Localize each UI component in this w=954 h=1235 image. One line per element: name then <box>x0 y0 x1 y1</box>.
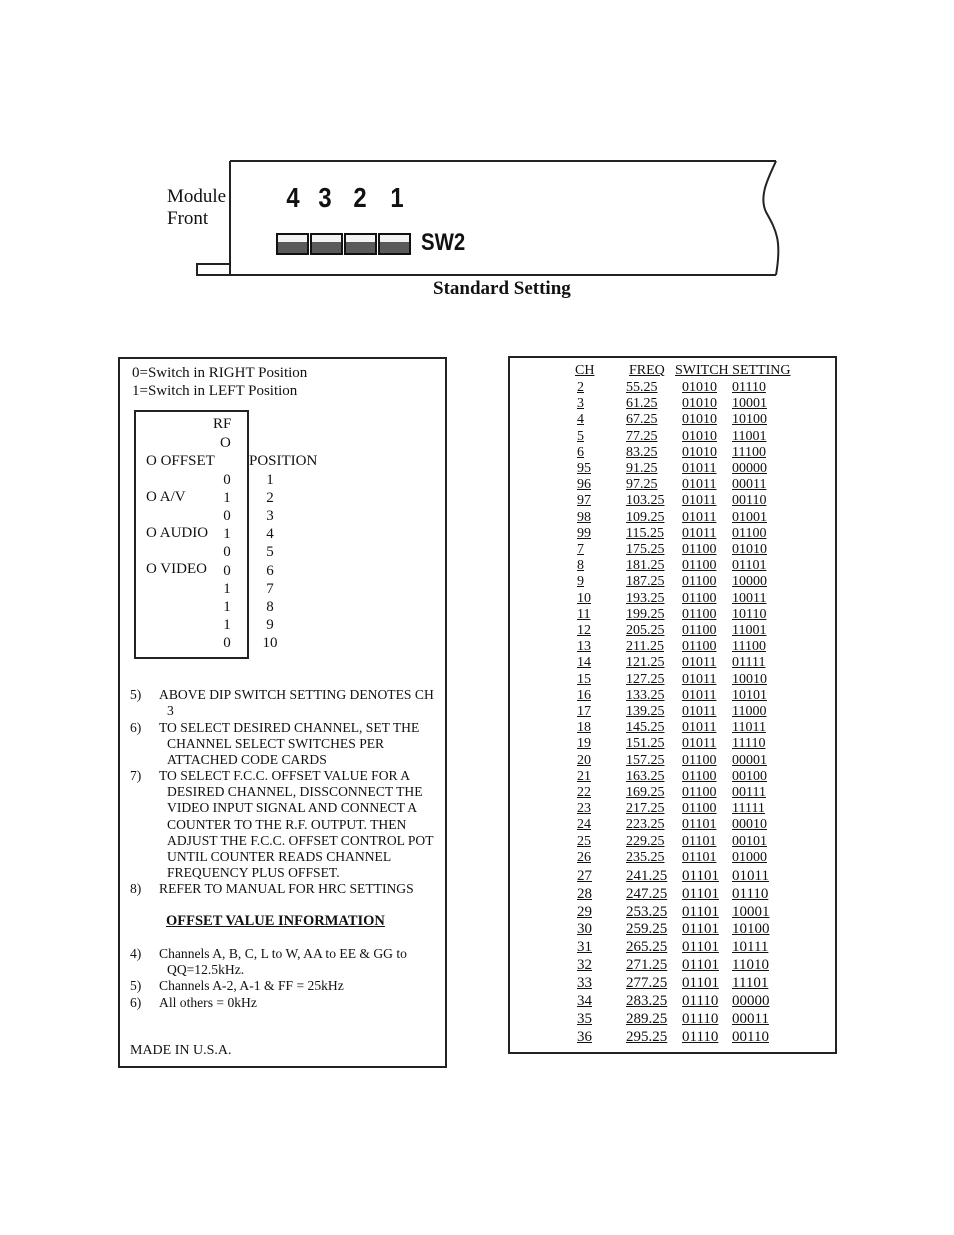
switch-high-cell: 01011 <box>682 477 717 493</box>
switch-map-bit: 1 <box>223 598 231 615</box>
switch-low-cell: 01001 <box>732 509 767 525</box>
frequency-cell: 295.25 <box>626 1028 668 1045</box>
frequency-cell: 91.25 <box>626 461 658 476</box>
channel-cell: 12 <box>577 623 591 638</box>
offset-note-item-number: 4) <box>130 946 142 961</box>
switch-low-cell: 10010 <box>732 671 767 687</box>
channel-cell: 33 <box>577 975 592 992</box>
switch-low-cell: 00011 <box>732 477 767 493</box>
switch-low-cell: 01100 <box>732 525 767 541</box>
switch-high-cell: 01110 <box>682 1010 719 1027</box>
switch-low-cell: 10100 <box>732 921 770 938</box>
legend-right-position: 0=Switch in RIGHT Position <box>132 365 308 381</box>
offset-note-item-number: 6) <box>130 995 142 1010</box>
switch-high-cell: 01110 <box>682 993 719 1009</box>
made-in-label: MADE IN U.S.A. <box>130 1043 232 1058</box>
note-item-number: 8) <box>130 881 142 896</box>
channel-cell: 34 <box>577 993 592 1009</box>
switch-low-cell: 01111 <box>732 655 766 671</box>
frequency-cell: 223.25 <box>626 817 665 833</box>
switch-low-cell: 10001 <box>732 903 770 920</box>
channel-cell: 28 <box>577 885 592 902</box>
frequency-cell: 83.25 <box>626 444 658 460</box>
channel-cell: 23 <box>577 801 591 817</box>
frequency-cell: 163.25 <box>626 768 665 784</box>
switch-low-cell: 00000 <box>732 461 767 476</box>
frequency-cell: 103.25 <box>626 493 665 509</box>
channel-cell: 20 <box>577 752 591 768</box>
switch-map-position: 3 <box>266 508 274 525</box>
switch-high-cell: 01100 <box>682 785 717 800</box>
switch-low-cell: 11001 <box>732 623 767 638</box>
switch-low-cell: 10111 <box>732 939 769 956</box>
note-item <box>130 720 435 769</box>
frequency-cell: 205.25 <box>626 623 665 638</box>
channel-cell: 25 <box>577 833 591 849</box>
channel-cell: 36 <box>577 1028 592 1045</box>
switch-low-cell: 01110 <box>732 380 766 395</box>
frequency-cell: 67.25 <box>626 412 658 428</box>
switch-high-cell: 01011 <box>682 671 717 687</box>
switch-high-cell: 01011 <box>682 493 717 509</box>
rf-label: RF <box>213 416 232 432</box>
frequency-cell: 127.25 <box>626 671 665 687</box>
module-front-label <box>167 186 226 230</box>
switch-map-bit: 0 <box>223 472 231 488</box>
switch-low-cell: 00011 <box>732 1010 769 1027</box>
channel-cell: 31 <box>577 939 592 956</box>
switch-high-cell: 01100 <box>682 752 717 768</box>
switch-map-position: 5 <box>266 544 274 561</box>
note-item-text: TO SELECT DESIRED CHANNEL, SET THE CHANNEL SELECT SWITCHES PER ATTACHED CODE CARDS <box>159 720 420 768</box>
frequency-cell: 253.25 <box>626 903 668 920</box>
switch-low-cell: 00101 <box>732 833 767 849</box>
channel-cell: 10 <box>577 590 591 606</box>
frequency-cell: 283.25 <box>626 993 668 1009</box>
switch-high-cell: 01011 <box>682 461 717 476</box>
channel-cell: 27 <box>577 867 592 884</box>
channel-cell: 2 <box>577 380 584 395</box>
note-item-number: 7) <box>130 768 142 783</box>
switch-map-bit: 0 <box>223 562 231 579</box>
frequency-cell: 247.25 <box>626 885 668 902</box>
module-label-line2: Front <box>167 208 209 229</box>
switch-high-cell: 01101 <box>682 885 719 902</box>
switch-high-cell: 01100 <box>682 574 717 590</box>
channel-cell: 96 <box>577 477 591 493</box>
switch-low-cell: 10101 <box>732 687 767 703</box>
frequency-cell: 277.25 <box>626 975 668 992</box>
switch-low-cell: 11000 <box>732 704 767 719</box>
switch-low-cell: 01011 <box>732 867 769 884</box>
switch-high-cell: 01011 <box>682 525 717 541</box>
switch-map-bit: 0 <box>223 634 231 651</box>
channel-cell: 24 <box>577 817 591 833</box>
note-item-text: REFER TO MANUAL FOR HRC SETTINGS <box>159 881 414 896</box>
channel-cell: 15 <box>577 671 591 687</box>
group-label-audio: O AUDIO <box>146 525 209 541</box>
switch-map-bit: 1 <box>223 616 231 633</box>
switch-low-cell: 01110 <box>732 885 769 902</box>
note-item <box>130 687 435 719</box>
switch-high-cell: 01101 <box>682 939 719 956</box>
channel-cell: 29 <box>577 903 592 920</box>
switch-high-cell: 01101 <box>682 975 719 992</box>
switch-low-cell: 11101 <box>732 975 769 992</box>
frequency-cell: 229.25 <box>626 833 665 849</box>
switch-map-position: 1 <box>266 472 274 488</box>
switch-high-cell: 01101 <box>682 849 717 865</box>
switch-map-position: 9 <box>266 616 274 633</box>
switch-map-position: 2 <box>266 490 274 507</box>
channel-cell: 17 <box>577 704 591 719</box>
switch-low-cell: 00111 <box>732 785 766 800</box>
channel-cell: 16 <box>577 687 591 703</box>
switch-high-cell: 01100 <box>682 768 717 784</box>
channel-cell: 30 <box>577 921 592 938</box>
note-item-number: 6) <box>130 720 142 735</box>
switch-map-bit: 0 <box>223 508 231 525</box>
channel-table-panel <box>508 356 837 1054</box>
frequency-header: FREQ <box>629 363 665 378</box>
switch-low-cell: 11011 <box>732 720 766 736</box>
note-item-text: ABOVE DIP SWITCH SETTING DENOTES CH 3 <box>159 687 434 719</box>
dip-switch-4[interactable] <box>276 233 309 255</box>
switch-number-3: 3 <box>318 182 332 213</box>
switch-high-cell: 01010 <box>682 396 717 412</box>
switch-high-cell: 01100 <box>682 639 717 655</box>
offset-note-item-text: All others = 0kHz <box>159 995 257 1010</box>
switch-high-cell: 01011 <box>682 655 717 671</box>
frequency-cell: 115.25 <box>626 525 664 541</box>
switch-high-cell: 01010 <box>682 428 717 444</box>
frequency-cell: 265.25 <box>626 939 668 956</box>
frequency-cell: 97.25 <box>626 477 658 493</box>
frequency-cell: 77.25 <box>626 428 658 444</box>
offset-note-item <box>130 946 435 978</box>
switch-low-cell: 01010 <box>732 542 767 557</box>
frequency-cell: 259.25 <box>626 921 668 938</box>
switch-low-cell: 01000 <box>732 849 767 865</box>
switch-low-cell: 10011 <box>732 590 767 606</box>
switch-high-cell: 01101 <box>682 817 717 833</box>
offset-note-item-text: Channels A, B, C, L to W, AA to EE & GG to QQ=12.5kHz. <box>159 946 407 978</box>
note-item <box>130 768 435 881</box>
frequency-cell: 61.25 <box>626 396 658 412</box>
switch-high-cell: 01110 <box>682 1028 719 1045</box>
frequency-cell: 271.25 <box>626 957 668 974</box>
note-item-text: TO SELECT F.C.C. OFFSET VALUE FOR A DESIRED CHANNEL, DISSCONNECT THE VIDEO INPUT SIGNAL AND CONNECT A COUNTER TO THE R.F. OUTPUT. THEN ADJUST THE F.C.C. OFFSET CONTROL POT UNTIL COUNTER READS CHANNEL FREQUENCY PLUS OFFSET. <box>159 768 434 881</box>
channel-header: CH <box>575 363 595 378</box>
switch-map-position: 6 <box>266 562 274 579</box>
switch-high-cell: 01101 <box>682 921 719 938</box>
switch-high-cell: 01011 <box>682 509 717 525</box>
dip-switch-1[interactable] <box>378 233 411 255</box>
switch-number-2: 2 <box>353 182 367 213</box>
switch-low-cell: 10000 <box>732 574 767 590</box>
channel-cell: 22 <box>577 785 591 800</box>
channel-cell: 97 <box>577 493 591 509</box>
channel-cell: 7 <box>577 542 584 557</box>
module-outline-drawing <box>0 0 954 300</box>
channel-cell: 99 <box>577 525 591 541</box>
switch-low-cell: 11010 <box>732 957 769 974</box>
switch-map-bit: 0 <box>223 544 231 561</box>
switch-map-bit: 1 <box>223 526 231 543</box>
frequency-cell: 241.25 <box>626 867 668 884</box>
channel-cell: 14 <box>577 655 591 671</box>
offset-note-item-number: 5) <box>130 978 142 993</box>
switch-high-cell: 01100 <box>682 590 717 606</box>
channel-cell: 11 <box>577 606 591 622</box>
switch-low-cell: 00100 <box>732 768 767 784</box>
standard-setting-caption: Standard Setting <box>433 278 571 299</box>
switch-low-cell: 11001 <box>732 428 767 444</box>
switch-low-cell: 00110 <box>732 493 767 509</box>
module-label-line1: Module <box>167 186 227 207</box>
switch-low-cell: 01101 <box>732 558 767 574</box>
switch-low-cell: 10110 <box>732 606 767 622</box>
switch-low-cell: 11100 <box>732 639 766 655</box>
group-label-av: O A/V <box>146 489 186 505</box>
frequency-cell: 175.25 <box>626 542 665 557</box>
switch-high-cell: 01011 <box>682 736 717 752</box>
switch-number-1: 1 <box>390 182 404 213</box>
switch-setting-header: SWITCH SETTING <box>675 363 791 378</box>
dip-switch-3[interactable] <box>310 233 343 255</box>
switch-low-cell: 10001 <box>732 396 767 412</box>
switch-low-cell: 10100 <box>732 412 767 428</box>
switch-high-cell: 01101 <box>682 867 719 884</box>
switch-high-cell: 01100 <box>682 606 717 622</box>
switch-low-cell: 00001 <box>732 752 767 768</box>
frequency-cell: 235.25 <box>626 849 665 865</box>
group-label-offset: O OFFSET <box>146 453 215 469</box>
switch-low-cell: 11111 <box>732 801 765 817</box>
channel-cell: 19 <box>577 736 591 752</box>
dip-switch-2[interactable] <box>344 233 377 255</box>
channel-cell: 35 <box>577 1010 592 1027</box>
frequency-cell: 55.25 <box>626 380 658 395</box>
frequency-cell: 151.25 <box>626 736 665 752</box>
switch-map-bit: 1 <box>223 580 231 597</box>
group-label-video: O VIDEO <box>146 561 207 577</box>
channel-cell: 32 <box>577 957 592 974</box>
frequency-cell: 145.25 <box>626 720 665 736</box>
switch-number-4: 4 <box>286 182 300 213</box>
offset-note-item <box>130 995 435 1011</box>
frequency-cell: 289.25 <box>626 1010 668 1027</box>
switch-map-position: 10 <box>262 634 278 651</box>
frequency-cell: 139.25 <box>626 704 665 719</box>
channel-cell: 98 <box>577 509 591 525</box>
frequency-cell: 187.25 <box>626 574 665 590</box>
switch-map-position: 8 <box>266 598 274 615</box>
channel-cell: 13 <box>577 639 591 655</box>
switch-map-position: 7 <box>266 580 274 597</box>
switch-high-cell: 01010 <box>682 444 717 460</box>
frequency-cell: 181.25 <box>626 558 665 574</box>
switch-high-cell: 01101 <box>682 957 719 974</box>
channel-cell: 9 <box>577 574 584 590</box>
frequency-cell: 121.25 <box>626 655 665 671</box>
switch-low-cell: 00000 <box>732 993 770 1009</box>
switch-name-label: SW2 <box>421 229 466 256</box>
frequency-cell: 211.25 <box>626 639 664 655</box>
switch-high-cell: 01011 <box>682 704 717 719</box>
note-item-number: 5) <box>130 687 142 702</box>
switch-map-position: 4 <box>266 526 274 543</box>
channel-cell: 5 <box>577 428 584 444</box>
switch-high-cell: 01010 <box>682 380 717 395</box>
channel-cell: 18 <box>577 720 591 736</box>
switch-low-cell: 00110 <box>732 1028 769 1045</box>
switch-low-cell: 00010 <box>732 817 767 833</box>
position-header: POSITION <box>249 453 318 469</box>
frequency-cell: 199.25 <box>626 606 665 622</box>
switch-high-cell: 01100 <box>682 623 717 638</box>
channel-cell: 26 <box>577 849 591 865</box>
rf-value: O <box>220 435 231 451</box>
switch-high-cell: 01101 <box>682 903 719 920</box>
channel-cell: 95 <box>577 461 591 476</box>
frequency-cell: 217.25 <box>626 801 665 817</box>
switch-high-cell: 01100 <box>682 801 717 817</box>
switch-high-cell: 01010 <box>682 412 717 428</box>
channel-cell: 6 <box>577 444 584 460</box>
offset-note-item <box>130 978 435 994</box>
channel-cell: 3 <box>577 396 584 412</box>
switch-low-cell: 11100 <box>732 444 766 460</box>
channel-cell: 21 <box>577 768 591 784</box>
frequency-cell: 169.25 <box>626 785 665 800</box>
switch-map-bit: 1 <box>223 490 231 507</box>
switch-low-cell: 11110 <box>732 736 766 752</box>
legend-left-position: 1=Switch in LEFT Position <box>132 383 298 399</box>
frequency-cell: 157.25 <box>626 752 665 768</box>
frequency-cell: 193.25 <box>626 590 665 606</box>
switch-high-cell: 01100 <box>682 558 717 574</box>
offset-note-item-text: Channels A-2, A-1 & FF = 25kHz <box>159 978 344 993</box>
frequency-cell: 109.25 <box>626 509 665 525</box>
offset-value-heading: OFFSET VALUE INFORMATION <box>166 913 385 929</box>
switch-high-cell: 01101 <box>682 833 717 849</box>
channel-cell: 8 <box>577 558 584 574</box>
channel-cell: 4 <box>577 412 584 428</box>
switch-high-cell: 01011 <box>682 687 717 703</box>
switch-high-cell: 01011 <box>682 720 717 736</box>
frequency-cell: 133.25 <box>626 687 665 703</box>
note-item <box>130 881 435 897</box>
switch-high-cell: 01100 <box>682 542 717 557</box>
